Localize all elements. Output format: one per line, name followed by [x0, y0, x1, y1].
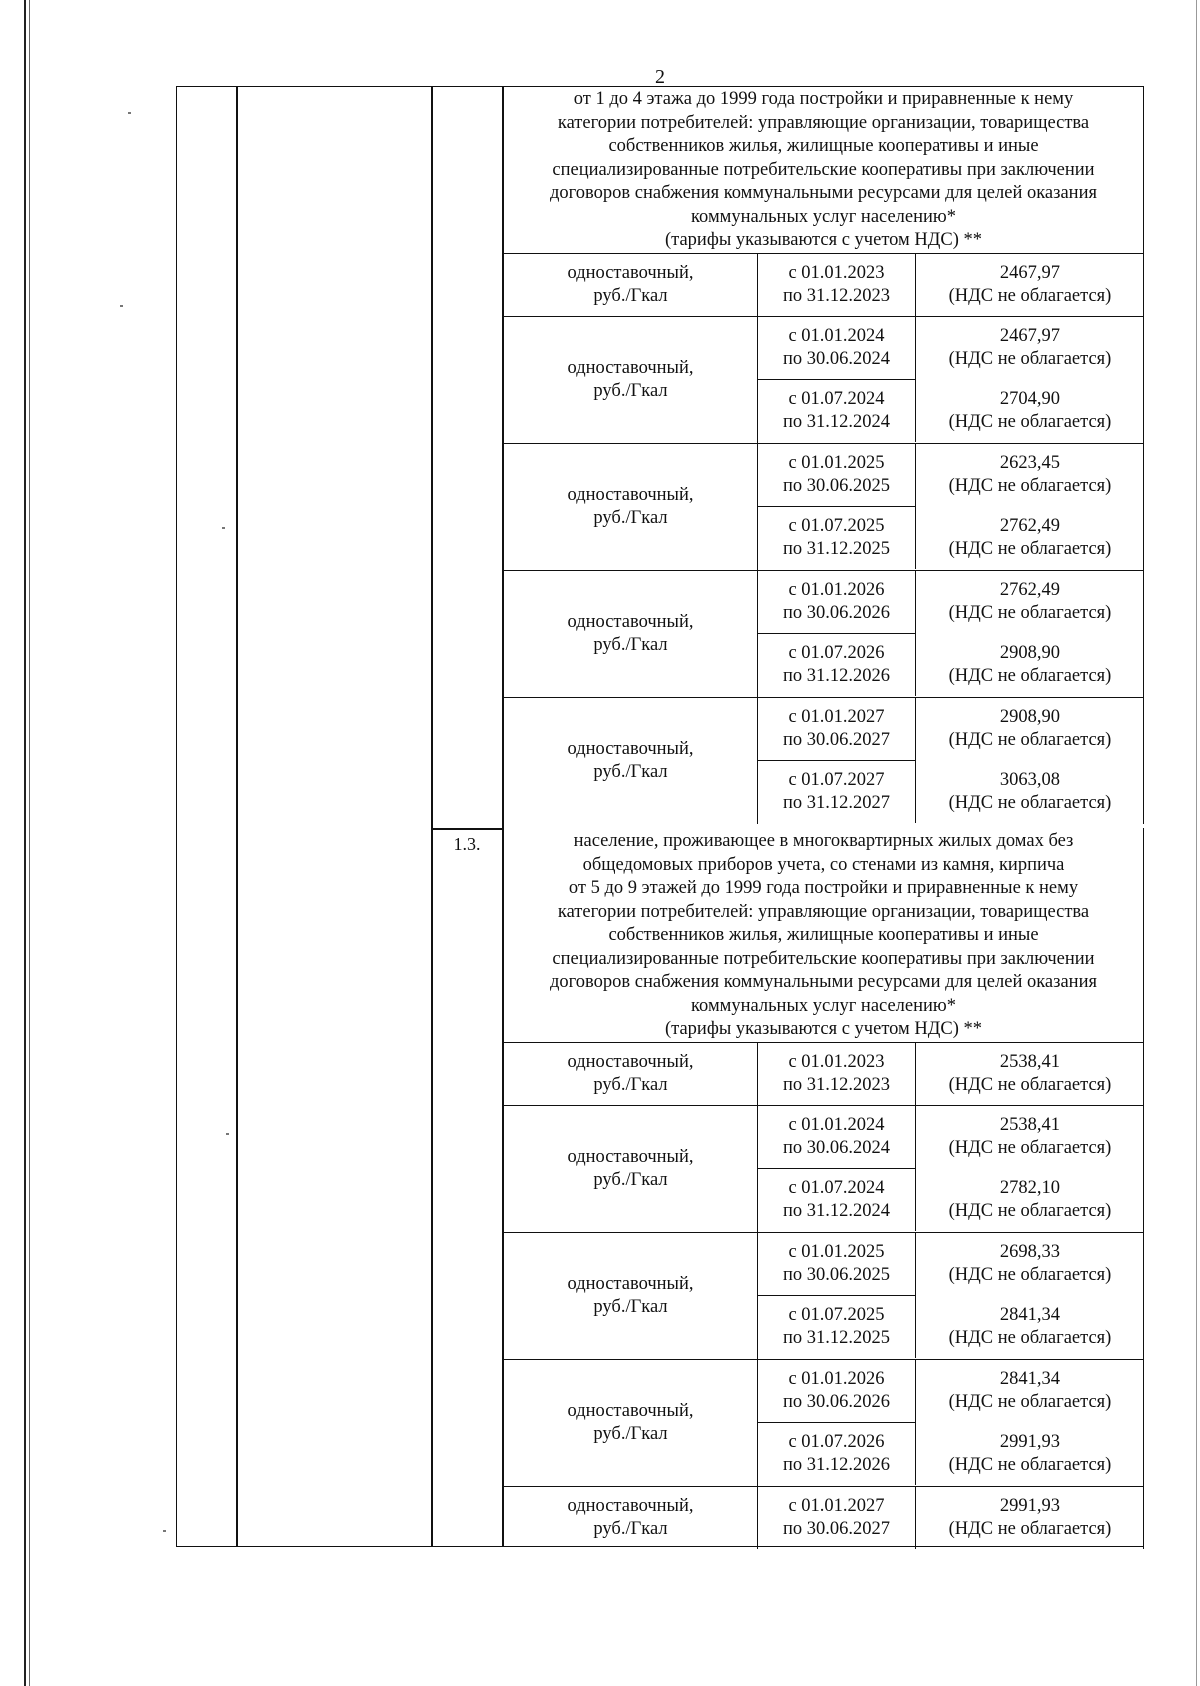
tariff-value-cell-text: [949, 1368, 1112, 1414]
period-cell-text: [783, 642, 890, 688]
tariff-value-cell: [916, 634, 1144, 696]
tariff-type-cell-line: одноставочный,: [567, 1146, 694, 1167]
tariff-type-cell-text: [567, 1146, 693, 1192]
period-cell-line: с 01.01.2026: [788, 579, 885, 600]
tariff-type-cell: [504, 1360, 758, 1486]
tariff-type-cell-line: одноставочный,: [567, 262, 694, 283]
page-number: 2: [655, 66, 665, 88]
period-cell-text: [783, 1304, 890, 1350]
tariff-value-cell-line: 2908,90: [999, 642, 1061, 663]
tariff-value-cell-text: [949, 769, 1112, 815]
tariff-row: [504, 1105, 1143, 1232]
category-description-line: специализированные потребительские кооперативы при заключении: [552, 159, 1095, 180]
tariff-type-cell-line: одноставочный,: [567, 738, 694, 759]
period-cell-line: по 31.12.2027: [782, 792, 891, 813]
period-group: [758, 571, 1112, 697]
tariff-type-cell-text: [567, 1051, 693, 1097]
page-edge: [1196, 0, 1197, 1686]
period-cell: [758, 1043, 916, 1105]
period-cell-text: [783, 769, 890, 815]
tariff-block-b: [504, 828, 1144, 1549]
tariff-type-cell-text: [567, 262, 693, 308]
category-description-line: категории потребителей: управляющие организации, товарищества: [557, 901, 1090, 922]
tariff-value-cell-line: (НДС не облагается): [948, 348, 1112, 369]
category-description-line: от 1 до 4 этажа до 1999 года постройки и приравненные к нему: [573, 89, 1074, 109]
tariff-value-cell-line: (НДС не облагается): [948, 1391, 1112, 1412]
period-cell-text: [783, 262, 890, 308]
period-cell-line: по 31.12.2024: [782, 1200, 891, 1221]
period-group: [758, 1106, 1112, 1232]
tariff-value-cell-line: (НДС не облагается): [948, 475, 1112, 496]
tariff-type-cell: [504, 571, 758, 697]
period-row: [758, 444, 1112, 506]
tariff-value-cell-line: 2623,45: [999, 452, 1061, 473]
tariff-value-cell-line: (НДС не облагается): [948, 1074, 1112, 1095]
tariff-type-cell-text: [567, 611, 693, 657]
tariff-row: [504, 253, 1143, 316]
tariff-value-cell: [916, 1169, 1144, 1231]
category-description-line: коммунальных услуг населению*: [691, 206, 956, 227]
period-cell: [758, 444, 916, 506]
tariff-value-cell: [916, 380, 1144, 442]
period-cell-text: [783, 325, 890, 371]
tariff-value-cell-line: (НДС не облагается): [948, 1327, 1112, 1348]
tariff-value-cell-line: (НДС не облагается): [948, 665, 1112, 686]
period-cell-line: с 01.07.2026: [788, 642, 885, 663]
period-row: [758, 379, 1112, 442]
category-description-line: общедомовых приборов учета, со стенами из камня, кирпича: [582, 854, 1065, 875]
period-group: [758, 698, 1112, 824]
period-row: [758, 760, 1112, 823]
tariff-type-cell-text: [567, 484, 693, 530]
category-description-line: коммунальных услуг населению*: [691, 995, 956, 1016]
tariff-type-cell-line: одноставочный,: [567, 357, 694, 378]
tariff-value-cell-line: 2908,90: [999, 706, 1061, 727]
period-cell-line: с 01.01.2025: [788, 1241, 885, 1262]
period-row: [758, 1043, 1112, 1105]
tariff-row: [504, 1232, 1143, 1359]
period-group: [758, 444, 1112, 570]
tariff-value-cell-line: 2782,10: [999, 1177, 1061, 1198]
tariff-value-cell-text: [949, 515, 1112, 561]
period-group: [758, 317, 1112, 443]
tariff-value-cell: [916, 571, 1144, 633]
period-row: [758, 317, 1112, 379]
tariff-value-cell-line: 2991,93: [999, 1495, 1061, 1516]
scan-speck: [163, 1530, 166, 1532]
period-cell-line: по 30.06.2027: [782, 1518, 891, 1539]
binding-line: [24, 0, 26, 1686]
period-cell: [758, 254, 916, 316]
scan-speck: [128, 112, 131, 114]
row-divider: [431, 828, 504, 830]
tariff-type-cell-line: руб./Гкал: [593, 1074, 668, 1095]
period-cell-line: по 31.12.2025: [782, 538, 891, 559]
table-column-divider: [236, 86, 238, 1547]
tariff-type-cell: [504, 444, 758, 570]
period-row: [758, 1360, 1112, 1422]
period-row: [758, 1168, 1112, 1231]
tariff-value-cell-line: 2762,49: [999, 515, 1061, 536]
period-cell-text: [783, 706, 890, 752]
tariff-value-cell-text: [949, 1241, 1112, 1287]
tariff-type-cell-line: одноставочный,: [567, 1400, 694, 1421]
period-cell: [758, 698, 916, 760]
period-cell-line: с 01.01.2024: [788, 1114, 885, 1135]
period-cell-text: [783, 1241, 890, 1287]
period-cell-line: с 01.01.2027: [788, 706, 885, 727]
tariff-value-cell-line: 2704,90: [999, 388, 1061, 409]
period-cell: [758, 1233, 916, 1295]
tariff-value-cell-text: [949, 388, 1112, 434]
category-description-line: население, проживающее в многоквартирных жилых домах без: [573, 831, 1074, 851]
period-row: [758, 1295, 1112, 1358]
period-cell-line: по 31.12.2025: [782, 1327, 891, 1348]
tariff-value-cell: [916, 1360, 1144, 1422]
tariff-value-cell-text: [949, 642, 1112, 688]
tariff-value-cell-line: 2841,34: [999, 1368, 1061, 1389]
category-description-line: собственников жилья, жилищные кооперативы и иные: [608, 136, 1039, 156]
period-cell-line: с 01.01.2026: [788, 1368, 885, 1389]
tariff-value-cell-line: 3063,08: [999, 769, 1061, 790]
tariff-value-cell-line: 2991,93: [999, 1431, 1061, 1452]
period-cell-line: по 30.06.2027: [782, 729, 891, 750]
period-row: [758, 633, 1112, 696]
tariff-value-cell-text: [949, 1114, 1112, 1160]
period-cell-line: по 31.12.2023: [782, 1074, 891, 1095]
period-cell: [758, 1296, 916, 1358]
tariff-value-cell-text: [949, 262, 1112, 308]
tariff-value-cell-text: [949, 1304, 1112, 1350]
tariff-type-cell-text: [567, 1400, 693, 1446]
period-cell-line: с 01.07.2025: [788, 515, 885, 536]
period-cell: [758, 317, 916, 379]
tariff-value-cell-text: [949, 706, 1112, 752]
tariff-value-cell-line: 2841,34: [999, 1304, 1061, 1325]
period-row: [758, 506, 1112, 569]
tariff-type-cell: [504, 254, 758, 316]
tariff-value-cell-line: (НДС не облагается): [948, 602, 1112, 623]
tariff-type-cell-line: одноставочный,: [567, 1051, 694, 1072]
tariff-type-cell-line: одноставочный,: [567, 1273, 694, 1294]
period-cell: [758, 1487, 916, 1549]
period-cell-line: по 31.12.2026: [782, 665, 891, 686]
tariff-type-cell-text: [567, 738, 693, 784]
tariff-value-cell-line: (НДС не облагается): [948, 538, 1112, 559]
period-cell-line: с 01.01.2023: [788, 1051, 885, 1072]
tariff-value-cell: [916, 444, 1144, 506]
tariff-value-cell: [916, 1043, 1144, 1105]
period-cell-line: с 01.07.2026: [788, 1431, 885, 1452]
tariff-block-a: [504, 86, 1144, 824]
period-cell-text: [783, 1051, 890, 1097]
period-cell-line: с 01.01.2027: [788, 1495, 885, 1516]
period-cell-text: [783, 515, 890, 561]
period-cell-line: с 01.07.2027: [788, 769, 885, 790]
category-description-line: от 5 до 9 этажей до 1999 года постройки и приравненные к нему: [568, 878, 1079, 898]
tariff-value-cell: [916, 317, 1144, 379]
tariff-row: [504, 1042, 1143, 1105]
period-cell-text: [783, 1495, 890, 1541]
tariff-value-cell-text: [949, 325, 1112, 371]
category-description-line: договоров снабжения коммунальными ресурсами для целей оказания: [550, 183, 1097, 203]
tariff-type-cell-line: руб./Гкал: [593, 380, 668, 401]
period-cell-line: по 30.06.2026: [782, 1391, 891, 1412]
tariff-value-cell-line: 2538,41: [999, 1114, 1061, 1135]
period-row: [758, 1106, 1112, 1168]
period-cell-text: [783, 1431, 890, 1477]
tariff-value-cell-line: (НДС не облагается): [948, 285, 1112, 306]
tariff-value-cell-line: (НДС не облагается): [948, 1518, 1112, 1539]
period-group: [758, 1043, 1112, 1105]
tariff-value-cell-line: (НДС не облагается): [948, 1137, 1112, 1158]
scan-speck: [120, 305, 123, 307]
tariff-value-cell-text: [949, 579, 1112, 625]
tariff-type-cell-text: [567, 357, 693, 403]
period-cell-line: с 01.07.2024: [788, 388, 885, 409]
period-group: [758, 254, 1112, 316]
period-cell-text: [783, 388, 890, 434]
category-description-line: (тарифы указываются с учетом НДС) **: [665, 230, 982, 250]
category-description-line: категории потребителей: управляющие организации, товарищества: [557, 112, 1090, 133]
period-cell-text: [783, 1368, 890, 1414]
period-cell-line: по 31.12.2026: [782, 1454, 891, 1475]
period-cell: [758, 634, 916, 696]
tariff-type-cell: [504, 698, 758, 824]
period-row: [758, 698, 1112, 760]
tariff-type-cell: [504, 1106, 758, 1232]
tariff-type-cell-line: руб./Гкал: [593, 1296, 668, 1317]
tariff-row: [504, 1486, 1143, 1549]
period-cell: [758, 1423, 916, 1485]
tariff-value-cell: [916, 1296, 1144, 1358]
tariff-value-cell-line: (НДС не облагается): [948, 1200, 1112, 1221]
period-cell-line: по 30.06.2024: [782, 348, 891, 369]
tariff-type-cell-text: [567, 1273, 693, 1319]
tariff-type-cell-line: руб./Гкал: [593, 634, 668, 655]
tariff-value-cell: [916, 1423, 1144, 1485]
period-cell-text: [783, 1114, 890, 1160]
tariff-row: [504, 316, 1143, 443]
period-cell: [758, 1360, 916, 1422]
tariff-type-cell: [504, 317, 758, 443]
period-cell-line: по 30.06.2025: [782, 475, 891, 496]
tariff-value-cell-line: 2538,41: [999, 1051, 1061, 1072]
tariff-type-cell: [504, 1043, 758, 1105]
tariff-value-cell-text: [949, 452, 1112, 498]
category-description: [504, 828, 1143, 1042]
tariff-value-cell-line: (НДС не облагается): [948, 729, 1112, 750]
tariff-value-cell-line: 2467,97: [999, 325, 1061, 346]
tariff-row: [504, 570, 1143, 697]
tariff-value-cell-line: 2467,97: [999, 262, 1061, 283]
period-cell: [758, 761, 916, 823]
period-cell-line: с 01.01.2023: [788, 262, 885, 283]
period-group: [758, 1487, 1112, 1549]
tariff-type-cell-line: руб./Гкал: [593, 761, 668, 782]
tariff-type-cell-line: руб./Гкал: [593, 1518, 668, 1539]
period-cell: [758, 507, 916, 569]
tariff-row: [504, 697, 1143, 824]
tariff-value-cell-line: 2698,33: [999, 1241, 1061, 1262]
tariff-value-cell-text: [949, 1431, 1112, 1477]
tariff-value-cell-line: (НДС не облагается): [948, 1264, 1112, 1285]
tariff-value-cell: [916, 1233, 1144, 1295]
tariff-type-cell-line: руб./Гкал: [593, 1423, 668, 1444]
category-description-line: специализированные потребительские кооперативы при заключении: [552, 948, 1095, 969]
tariff-value-cell-line: (НДС не облагается): [948, 792, 1112, 813]
period-cell: [758, 571, 916, 633]
period-group: [758, 1360, 1112, 1486]
tariff-value-cell-text: [949, 1051, 1112, 1097]
period-cell: [758, 1169, 916, 1231]
tariff-value-cell: [916, 1487, 1144, 1549]
tariff-value-cell-line: (НДС не облагается): [948, 1454, 1112, 1475]
tariff-value-cell-text: [949, 1177, 1112, 1223]
period-cell-line: с 01.07.2024: [788, 1177, 885, 1198]
period-cell-line: с 01.01.2025: [788, 452, 885, 473]
category-description: [504, 86, 1143, 253]
tariff-type-cell: [504, 1233, 758, 1359]
period-row: [758, 571, 1112, 633]
tariff-type-cell-line: одноставочный,: [567, 611, 694, 632]
period-cell-text: [783, 452, 890, 498]
binding-line-inner: [29, 0, 30, 1686]
tariff-type-cell-line: руб./Гкал: [593, 285, 668, 306]
tariff-value-cell-line: (НДС не облагается): [948, 411, 1112, 432]
tariff-type-cell-line: руб./Гкал: [593, 1169, 668, 1190]
tariff-row: [504, 443, 1143, 570]
tariff-type-cell: [504, 1487, 758, 1549]
period-cell: [758, 1106, 916, 1168]
tariff-row: [504, 1359, 1143, 1486]
tariff-type-cell-line: одноставочный,: [567, 484, 694, 505]
period-cell-line: с 01.01.2024: [788, 325, 885, 346]
tariff-value-cell: [916, 698, 1144, 760]
period-cell-line: по 30.06.2026: [782, 602, 891, 623]
period-row: [758, 254, 1112, 316]
category-description-line: (тарифы указываются с учетом НДС) **: [665, 1019, 982, 1039]
tariff-value-cell: [916, 761, 1144, 823]
period-row: [758, 1233, 1112, 1295]
tariff-value-cell: [916, 254, 1144, 316]
period-cell-text: [783, 579, 890, 625]
period-cell-line: по 31.12.2023: [782, 285, 891, 306]
category-description-line: собственников жилья, жилищные кооперативы и иные: [608, 925, 1039, 945]
tariff-type-cell-line: руб./Гкал: [593, 507, 668, 528]
period-cell-line: с 01.07.2025: [788, 1304, 885, 1325]
period-group: [758, 1233, 1112, 1359]
tariff-value-cell-line: 2762,49: [999, 579, 1061, 600]
tariff-type-cell-text: [567, 1495, 693, 1541]
category-description-line: договоров снабжения коммунальными ресурсами для целей оказания: [550, 972, 1097, 992]
period-cell-line: по 31.12.2024: [782, 411, 891, 432]
period-cell: [758, 380, 916, 442]
item-number: 1.3.: [453, 834, 481, 854]
period-row: [758, 1422, 1112, 1485]
tariff-value-cell: [916, 1106, 1144, 1168]
table-column-divider: [431, 86, 433, 1547]
period-cell-line: по 30.06.2024: [782, 1137, 891, 1158]
period-cell-text: [783, 1177, 890, 1223]
tariff-value-cell-text: [949, 1495, 1112, 1541]
tariff-value-cell: [916, 507, 1144, 569]
period-cell-line: по 30.06.2025: [782, 1264, 891, 1285]
tariff-type-cell-line: одноставочный,: [567, 1495, 694, 1516]
period-row: [758, 1487, 1112, 1549]
